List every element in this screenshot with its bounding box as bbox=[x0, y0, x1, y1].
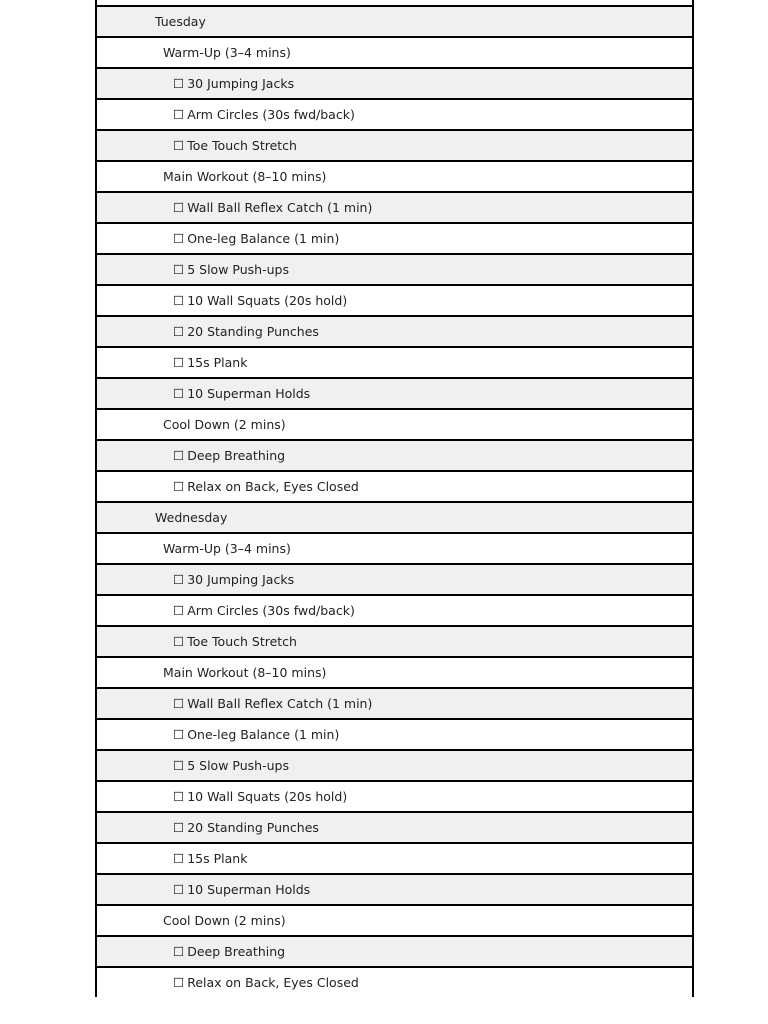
checklist-item-row[interactable] bbox=[97, 98, 692, 129]
section-label: Main Workout (8–10 mins) bbox=[163, 665, 327, 680]
checkbox-icon[interactable]: ☐ bbox=[173, 727, 185, 742]
checklist-item-row[interactable] bbox=[97, 470, 692, 501]
section-heading-row bbox=[97, 904, 692, 935]
checklist-item-row[interactable] bbox=[97, 563, 692, 594]
day-label: Tuesday bbox=[155, 14, 206, 29]
item-label: 30 Jumping Jacks bbox=[187, 76, 295, 91]
checklist-item-row[interactable] bbox=[97, 253, 692, 284]
checkbox-icon[interactable]: ☐ bbox=[173, 696, 185, 711]
item-label: Arm Circles (30s fwd/back) bbox=[187, 603, 355, 618]
item-label: 10 Superman Holds bbox=[187, 882, 311, 897]
item-label: One-leg Balance (1 min) bbox=[187, 231, 340, 246]
checkbox-icon[interactable]: ☐ bbox=[173, 634, 185, 649]
item-label: 15s Plank bbox=[187, 851, 248, 866]
item-label: Wall Ball Reflex Catch (1 min) bbox=[187, 696, 373, 711]
day-label: Wednesday bbox=[155, 510, 228, 525]
checkbox-icon[interactable]: ☐ bbox=[173, 386, 185, 401]
section-heading-row bbox=[97, 36, 692, 67]
section-heading-row bbox=[97, 160, 692, 191]
checklist-item-row[interactable] bbox=[97, 284, 692, 315]
checklist-item-row[interactable] bbox=[97, 873, 692, 904]
checkbox-icon[interactable]: ☐ bbox=[173, 944, 185, 959]
checkbox-icon[interactable]: ☐ bbox=[173, 107, 185, 122]
item-label: 10 Wall Squats (20s hold) bbox=[187, 789, 348, 804]
checklist-item-row[interactable] bbox=[97, 67, 692, 98]
checkbox-icon[interactable]: ☐ bbox=[173, 138, 185, 153]
checklist-item-row[interactable] bbox=[97, 439, 692, 470]
section-heading-row bbox=[97, 532, 692, 563]
checkbox-icon[interactable]: ☐ bbox=[173, 975, 185, 990]
section-label: Warm-Up (3–4 mins) bbox=[163, 541, 291, 556]
day-heading-row bbox=[97, 5, 692, 36]
section-label: Warm-Up (3–4 mins) bbox=[163, 45, 291, 60]
checklist-item-row[interactable] bbox=[97, 780, 692, 811]
item-label: 10 Superman Holds bbox=[187, 386, 311, 401]
day-heading-row bbox=[97, 501, 692, 532]
item-label: 5 Slow Push-ups bbox=[187, 758, 289, 773]
section-label: Cool Down (2 mins) bbox=[163, 913, 286, 928]
checkbox-icon[interactable]: ☐ bbox=[173, 789, 185, 804]
checkbox-icon[interactable]: ☐ bbox=[173, 572, 185, 587]
checklist-item-row[interactable] bbox=[97, 749, 692, 780]
item-label: 20 Standing Punches bbox=[187, 324, 319, 339]
item-label: 20 Standing Punches bbox=[187, 820, 319, 835]
item-label: One-leg Balance (1 min) bbox=[187, 727, 340, 742]
checklist-item-row[interactable] bbox=[97, 594, 692, 625]
item-label: Relax on Back, Eyes Closed bbox=[187, 975, 359, 990]
checklist-item-row[interactable] bbox=[97, 191, 692, 222]
checkbox-icon[interactable]: ☐ bbox=[173, 355, 185, 370]
checkbox-icon[interactable]: ☐ bbox=[173, 200, 185, 215]
section-label: Main Workout (8–10 mins) bbox=[163, 169, 327, 184]
item-label: Wall Ball Reflex Catch (1 min) bbox=[187, 200, 373, 215]
checklist-item-row[interactable] bbox=[97, 377, 692, 408]
checkbox-icon[interactable]: ☐ bbox=[173, 882, 185, 897]
checkbox-icon[interactable]: ☐ bbox=[173, 479, 185, 494]
checklist-item-row[interactable] bbox=[97, 966, 692, 997]
item-label: Deep Breathing bbox=[187, 448, 286, 463]
checklist-item-row[interactable] bbox=[97, 346, 692, 377]
checklist-item-row[interactable] bbox=[97, 811, 692, 842]
checkbox-icon[interactable]: ☐ bbox=[173, 293, 185, 308]
item-label: Deep Breathing bbox=[187, 944, 286, 959]
checklist-item-row[interactable] bbox=[97, 129, 692, 160]
checkbox-icon[interactable]: ☐ bbox=[173, 231, 185, 246]
workout-checklist-table bbox=[95, 0, 694, 997]
checklist-item-row[interactable] bbox=[97, 687, 692, 718]
checkbox-icon[interactable]: ☐ bbox=[173, 851, 185, 866]
checkbox-icon[interactable]: ☐ bbox=[173, 76, 185, 91]
section-label: Cool Down (2 mins) bbox=[163, 417, 286, 432]
checklist-item-row[interactable] bbox=[97, 718, 692, 749]
checkbox-icon[interactable]: ☐ bbox=[173, 603, 185, 618]
checkbox-icon[interactable]: ☐ bbox=[173, 820, 185, 835]
section-heading-row bbox=[97, 656, 692, 687]
checklist-item-row[interactable] bbox=[97, 315, 692, 346]
checklist-item-row[interactable] bbox=[97, 935, 692, 966]
checklist-item-row[interactable] bbox=[97, 625, 692, 656]
item-label: 30 Jumping Jacks bbox=[187, 572, 295, 587]
item-label: Toe Touch Stretch bbox=[187, 138, 297, 153]
checkbox-icon[interactable]: ☐ bbox=[173, 324, 185, 339]
section-heading-row bbox=[97, 408, 692, 439]
item-label: 5 Slow Push-ups bbox=[187, 262, 289, 277]
checkbox-icon[interactable]: ☐ bbox=[173, 448, 185, 463]
item-label: Relax on Back, Eyes Closed bbox=[187, 479, 359, 494]
checklist-item-row[interactable] bbox=[97, 222, 692, 253]
item-label: 15s Plank bbox=[187, 355, 248, 370]
checkbox-icon[interactable]: ☐ bbox=[173, 262, 185, 277]
item-label: Toe Touch Stretch bbox=[187, 634, 297, 649]
item-label: 10 Wall Squats (20s hold) bbox=[187, 293, 348, 308]
item-label: Arm Circles (30s fwd/back) bbox=[187, 107, 355, 122]
checklist-item-row[interactable] bbox=[97, 842, 692, 873]
checkbox-icon[interactable]: ☐ bbox=[173, 758, 185, 773]
